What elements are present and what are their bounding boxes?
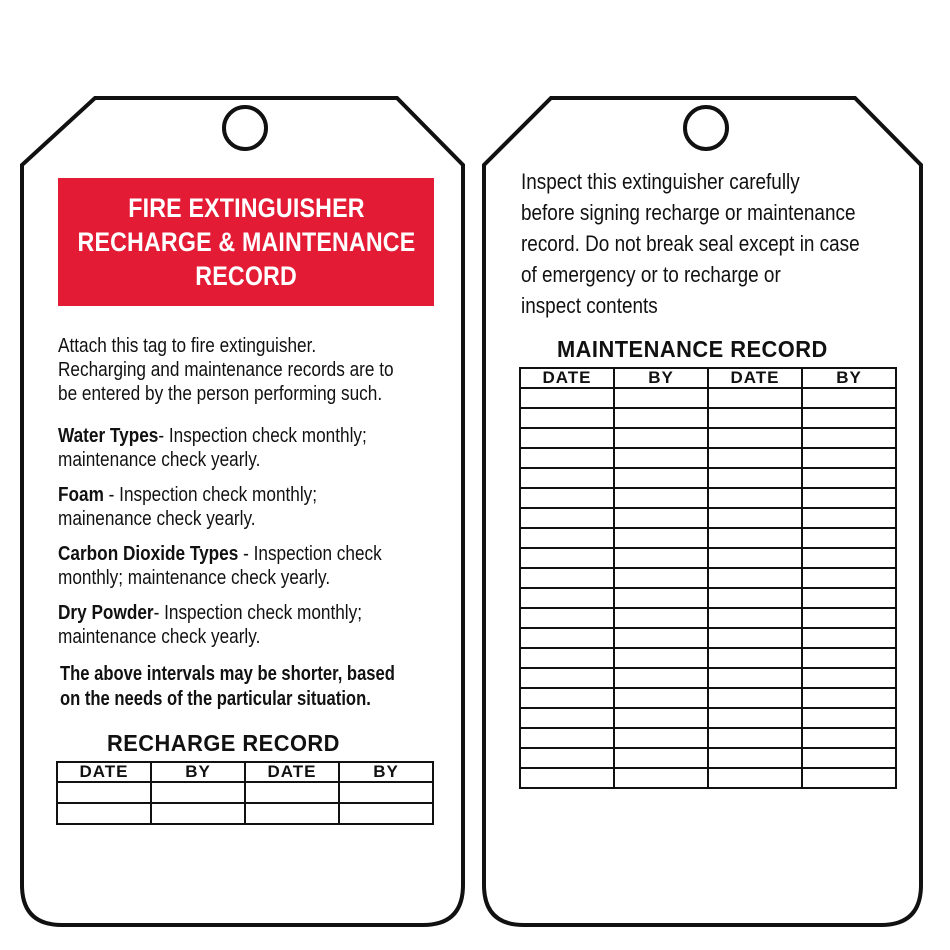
date-cell[interactable]: [520, 668, 614, 688]
col-header-by: BY: [802, 368, 896, 388]
by-cell[interactable]: [802, 708, 896, 728]
instructions-text: [521, 166, 860, 321]
title-banner: [58, 178, 434, 306]
by-cell[interactable]: [614, 628, 708, 648]
back-hang-hole: [685, 107, 727, 149]
interval-note: [60, 662, 395, 712]
by-cell[interactable]: [614, 468, 708, 488]
instruction-line: record. Do not break seal except in case: [521, 231, 860, 256]
by-cell[interactable]: [802, 528, 896, 548]
date-cell[interactable]: [708, 688, 802, 708]
date-cell[interactable]: [245, 782, 339, 803]
by-cell[interactable]: [802, 428, 896, 448]
date-cell[interactable]: [520, 568, 614, 588]
col-header-date: DATE: [520, 368, 614, 388]
date-cell[interactable]: [708, 408, 802, 428]
date-cell[interactable]: [708, 548, 802, 568]
date-cell[interactable]: [520, 708, 614, 728]
banner-line-1: FIRE EXTINGUISHER: [127, 193, 365, 223]
col-header-by: BY: [339, 762, 433, 782]
date-cell[interactable]: [57, 803, 151, 824]
by-cell[interactable]: [802, 568, 896, 588]
by-cell[interactable]: [614, 588, 708, 608]
instruction-line: of emergency or to recharge or: [521, 262, 781, 287]
type-rest: - Inspection check monthly;: [158, 425, 367, 447]
intro-line-3: be entered by the person performing such.: [58, 383, 383, 405]
type-dry-powder: [58, 601, 362, 649]
date-cell[interactable]: [57, 782, 151, 803]
date-cell[interactable]: [520, 548, 614, 568]
recharge-record-title: RECHARGE RECORD: [107, 730, 340, 756]
table-row: [520, 748, 896, 768]
table-row: [520, 628, 896, 648]
by-cell[interactable]: [614, 428, 708, 448]
by-cell[interactable]: [802, 548, 896, 568]
table-row: [57, 803, 433, 824]
maintenance-record-table: [519, 367, 897, 789]
by-cell[interactable]: [614, 668, 708, 688]
table-row: [520, 528, 896, 548]
by-cell[interactable]: [802, 588, 896, 608]
date-cell[interactable]: [708, 428, 802, 448]
by-cell[interactable]: [339, 803, 433, 824]
table-row: [520, 648, 896, 668]
by-cell[interactable]: [614, 708, 708, 728]
type-foam: [58, 483, 317, 531]
date-cell[interactable]: [520, 588, 614, 608]
by-cell[interactable]: [614, 768, 708, 788]
date-cell[interactable]: [708, 728, 802, 748]
date-cell[interactable]: [520, 428, 614, 448]
table-row: [520, 688, 896, 708]
type-rest: - Inspection check monthly;: [153, 602, 363, 624]
by-cell[interactable]: [802, 728, 896, 748]
by-cell[interactable]: [802, 648, 896, 668]
type-name: Foam: [58, 484, 104, 506]
maintenance-record-title: MAINTENANCE RECORD: [557, 336, 828, 362]
date-cell[interactable]: [245, 803, 339, 824]
date-cell[interactable]: [520, 408, 614, 428]
by-cell[interactable]: [802, 468, 896, 488]
col-header-date: DATE: [57, 762, 151, 782]
by-cell[interactable]: [614, 408, 708, 428]
date-cell[interactable]: [520, 508, 614, 528]
by-cell[interactable]: [614, 608, 708, 628]
date-cell[interactable]: [708, 588, 802, 608]
type-carbon-dioxide: [58, 542, 382, 590]
table-row: [520, 388, 896, 408]
recharge-header-row: [57, 762, 433, 782]
date-cell[interactable]: [708, 568, 802, 588]
table-row: [520, 588, 896, 608]
type-line-2: maintenance check yearly.: [58, 626, 261, 648]
by-cell[interactable]: [802, 628, 896, 648]
by-cell[interactable]: [802, 408, 896, 428]
table-row: [520, 568, 896, 588]
by-cell[interactable]: [802, 688, 896, 708]
table-row: [520, 668, 896, 688]
type-rest: - Inspection check monthly;: [103, 484, 318, 506]
instruction-line: before signing recharge or maintenance: [521, 200, 856, 225]
maintenance-header-row: [520, 368, 896, 388]
table-row: [520, 408, 896, 428]
col-header-by: BY: [151, 762, 245, 782]
date-cell[interactable]: [708, 528, 802, 548]
col-header-by: BY: [614, 368, 708, 388]
type-line-2: monthly; maintenance check yearly.: [58, 567, 331, 589]
by-cell[interactable]: [614, 388, 708, 408]
intro-line-1: Attach this tag to fire extinguisher.: [58, 335, 317, 357]
by-cell[interactable]: [614, 448, 708, 468]
by-cell[interactable]: [802, 668, 896, 688]
table-row: [520, 728, 896, 748]
date-cell[interactable]: [520, 488, 614, 508]
type-name: Dry Powder: [58, 602, 154, 624]
by-cell[interactable]: [802, 508, 896, 528]
by-cell[interactable]: [802, 488, 896, 508]
date-cell[interactable]: [708, 668, 802, 688]
date-cell[interactable]: [708, 388, 802, 408]
by-cell[interactable]: [802, 448, 896, 468]
by-cell[interactable]: [614, 648, 708, 668]
table-row: [520, 488, 896, 508]
date-cell[interactable]: [708, 628, 802, 648]
type-name: Water Types: [58, 425, 159, 447]
date-cell[interactable]: [520, 528, 614, 548]
date-cell[interactable]: [520, 748, 614, 768]
date-cell[interactable]: [520, 628, 614, 648]
table-row: [520, 768, 896, 788]
date-cell[interactable]: [708, 768, 802, 788]
date-cell[interactable]: [520, 388, 614, 408]
by-cell[interactable]: [614, 548, 708, 568]
table-row: [520, 608, 896, 628]
intro-line-2: Recharging and maintenance records are to: [58, 359, 394, 381]
date-cell[interactable]: [520, 688, 614, 708]
by-cell[interactable]: [802, 388, 896, 408]
col-header-date: DATE: [708, 368, 802, 388]
table-row: [520, 448, 896, 468]
banner-line-2: RECHARGE & MAINTENANCE: [77, 227, 415, 257]
by-cell[interactable]: [802, 748, 896, 768]
type-line-2: maintenance check yearly.: [58, 449, 261, 471]
table-row: [520, 428, 896, 448]
by-cell[interactable]: [802, 768, 896, 788]
banner-line-3: RECORD: [195, 261, 297, 291]
table-row: [520, 508, 896, 528]
by-cell[interactable]: [151, 782, 245, 803]
date-cell[interactable]: [708, 488, 802, 508]
recharge-record-table: [56, 761, 434, 825]
date-cell[interactable]: [708, 608, 802, 628]
by-cell[interactable]: [614, 508, 708, 528]
date-cell[interactable]: [520, 468, 614, 488]
note-line-2: on the needs of the particular situation.: [60, 688, 371, 710]
type-line-2: mainenance check yearly.: [58, 508, 256, 530]
type-water: [58, 424, 367, 472]
instruction-line: Inspect this extinguisher carefully: [521, 169, 800, 194]
date-cell[interactable]: [708, 508, 802, 528]
by-cell[interactable]: [802, 608, 896, 628]
by-cell[interactable]: [614, 748, 708, 768]
type-name: Carbon Dioxide Types: [58, 543, 239, 565]
by-cell[interactable]: [614, 728, 708, 748]
by-cell[interactable]: [614, 488, 708, 508]
col-header-date: DATE: [245, 762, 339, 782]
front-hang-hole: [224, 107, 266, 149]
table-row: [520, 708, 896, 728]
instruction-line: inspect contents: [521, 293, 658, 318]
by-cell[interactable]: [339, 782, 433, 803]
date-cell[interactable]: [708, 648, 802, 668]
date-cell[interactable]: [520, 728, 614, 748]
date-cell[interactable]: [708, 748, 802, 768]
date-cell[interactable]: [708, 708, 802, 728]
date-cell[interactable]: [520, 768, 614, 788]
table-row: [57, 782, 433, 803]
by-cell[interactable]: [614, 568, 708, 588]
table-row: [520, 548, 896, 568]
date-cell[interactable]: [520, 648, 614, 668]
by-cell[interactable]: [614, 688, 708, 708]
date-cell[interactable]: [520, 448, 614, 468]
by-cell[interactable]: [614, 528, 708, 548]
date-cell[interactable]: [520, 608, 614, 628]
note-line-1: The above intervals may be shorter, based: [60, 663, 395, 685]
type-rest: - Inspection check: [238, 543, 382, 565]
intro-text: [58, 334, 394, 406]
table-row: [520, 468, 896, 488]
by-cell[interactable]: [151, 803, 245, 824]
date-cell[interactable]: [708, 448, 802, 468]
date-cell[interactable]: [708, 468, 802, 488]
